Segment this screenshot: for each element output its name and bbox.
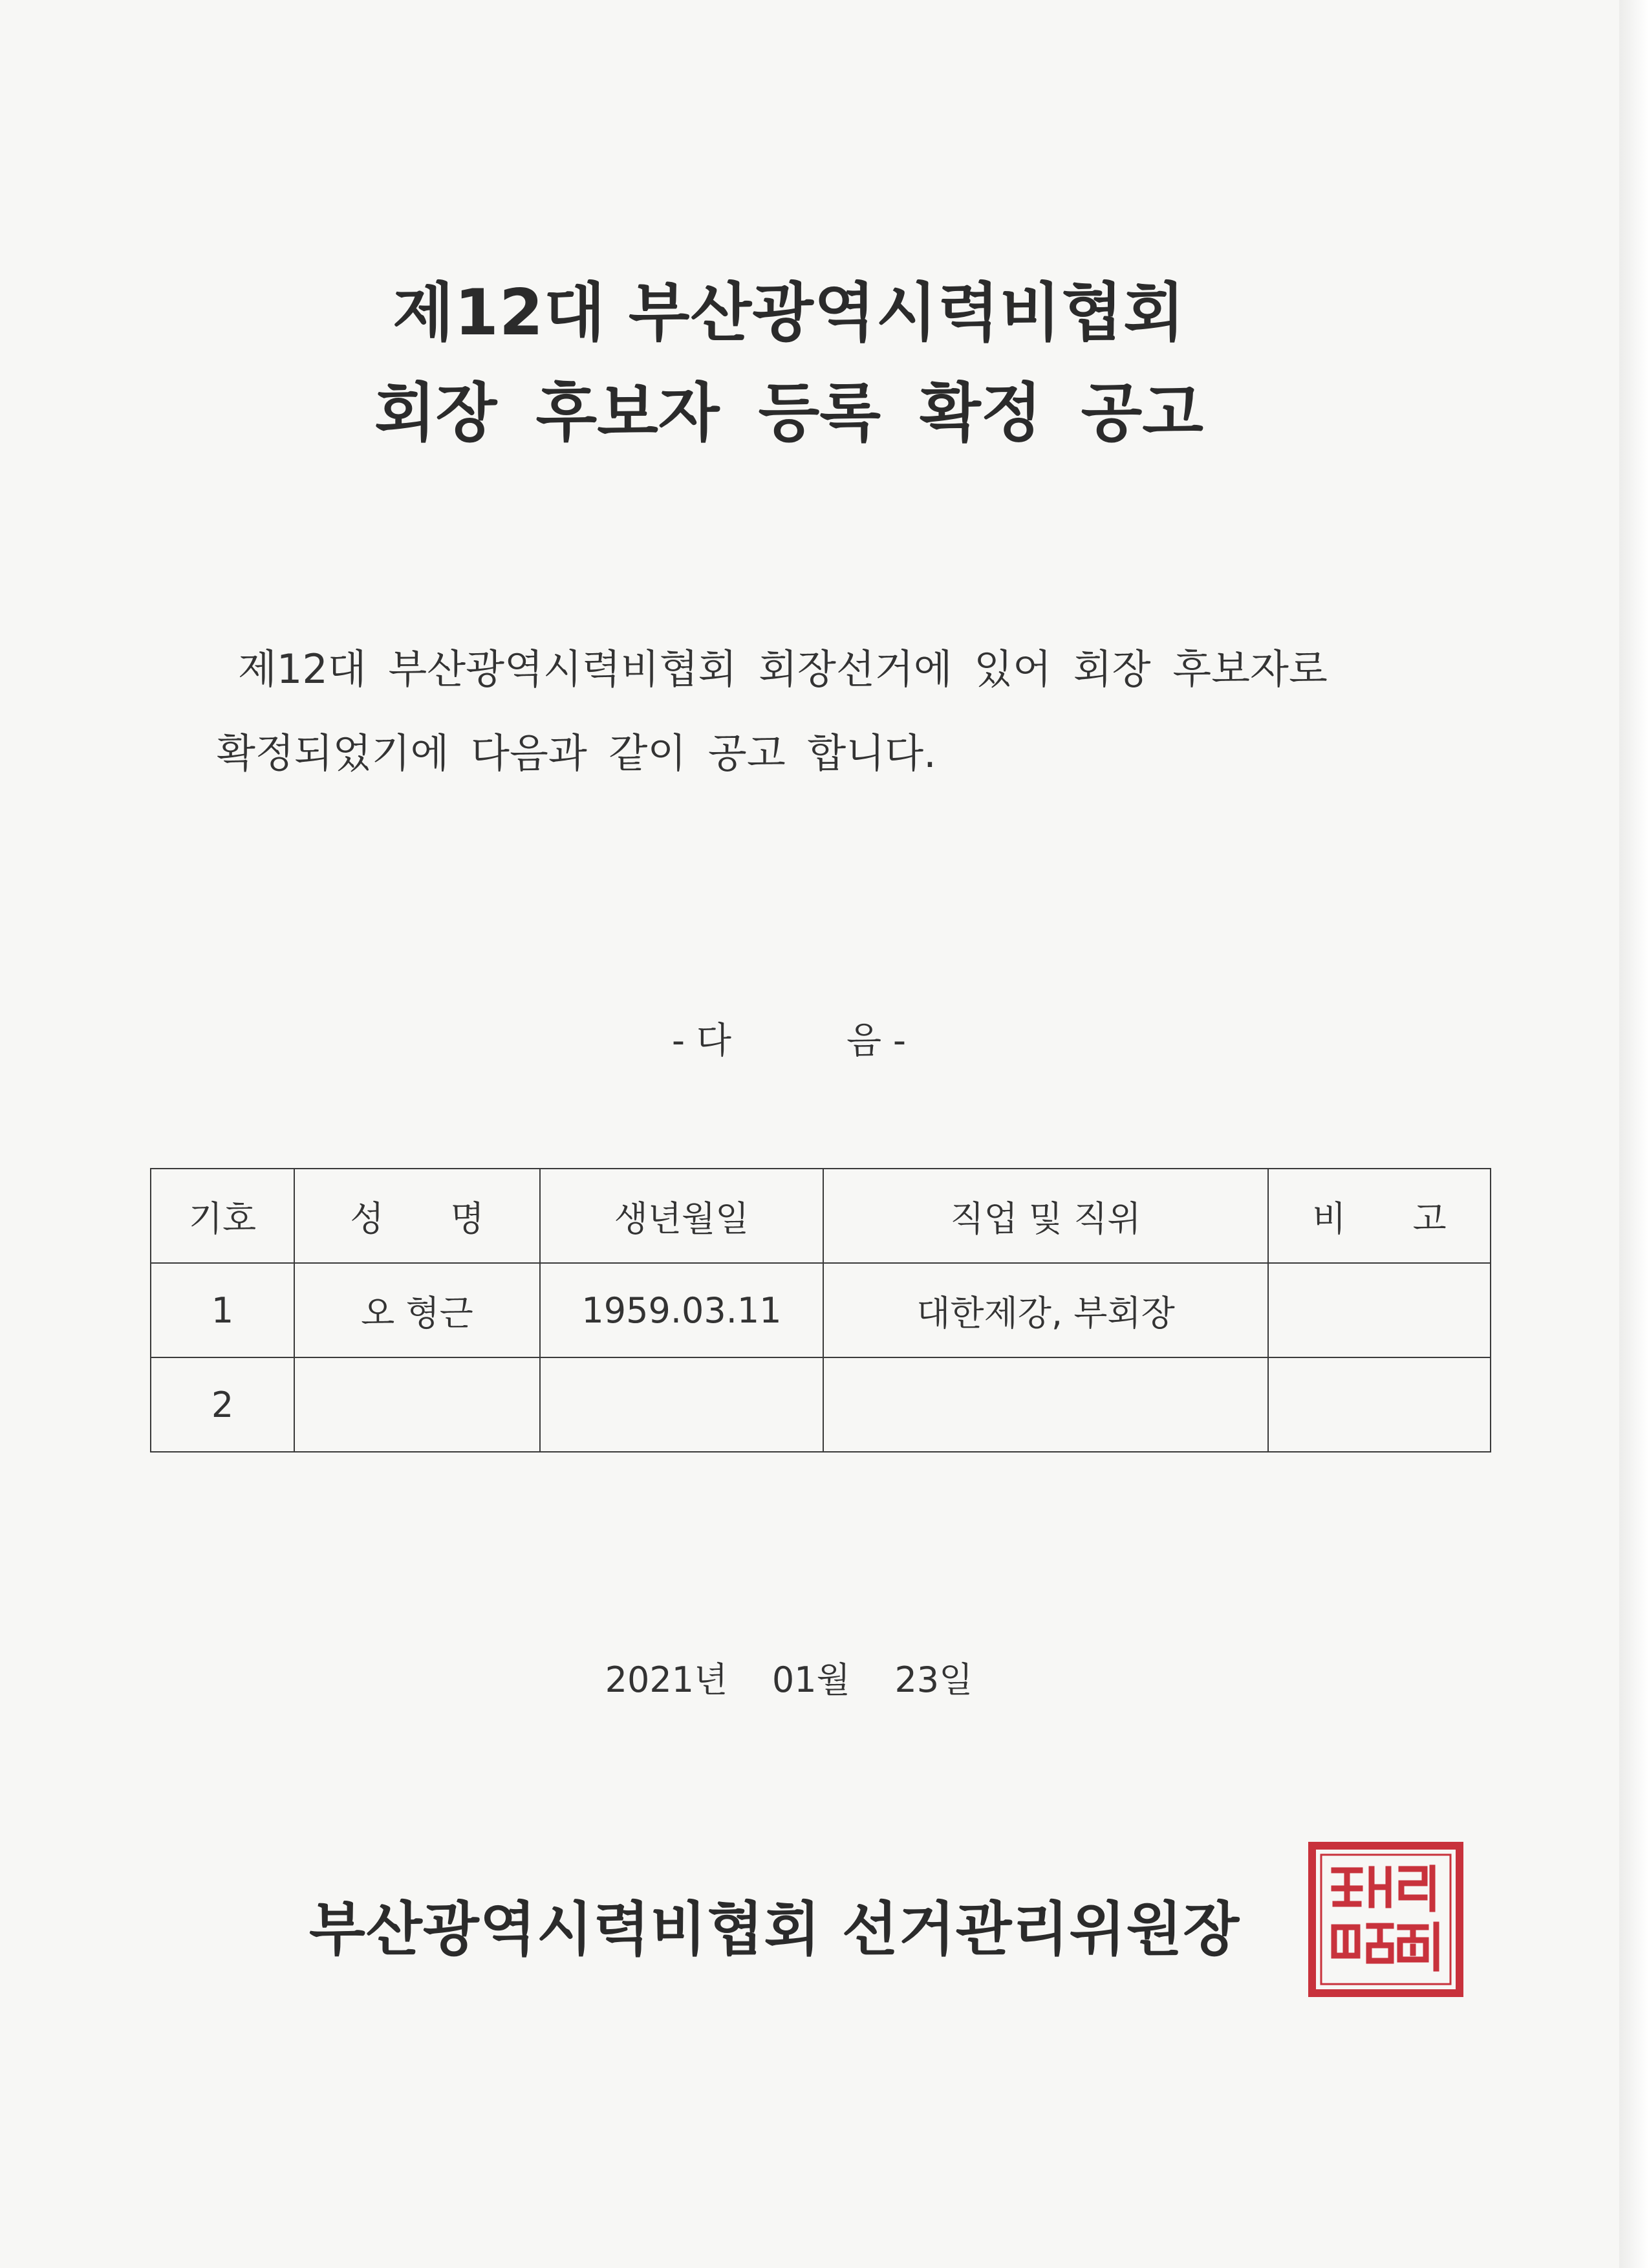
next-heading: - 다 음 - <box>671 1020 907 1062</box>
table-row <box>151 1357 1491 1452</box>
official-seal-stamp <box>1303 1837 1469 2002</box>
cell-remarks <box>1268 1357 1491 1452</box>
cell-name <box>294 1357 540 1452</box>
header-occupation: 직업 및 직위 <box>823 1169 1268 1263</box>
cell-number: 1 <box>151 1263 294 1357</box>
candidate-table <box>150 1168 1491 1453</box>
cell-remarks <box>1268 1263 1491 1357</box>
notice-body-line2: 확정되었기에 다음과 같이 공고 합니다. <box>217 729 936 777</box>
cell-occupation <box>823 1357 1268 1452</box>
header-name: 성 명 <box>294 1169 540 1263</box>
cell-number: 2 <box>151 1357 294 1452</box>
cell-name: 오 형근 <box>294 1263 540 1357</box>
cell-birthdate <box>540 1357 823 1452</box>
notice-title-line1: 제12대 부산광역시력비협회 <box>393 276 1185 350</box>
page-edge <box>1619 0 1649 2268</box>
table-row <box>151 1263 1491 1357</box>
cell-birthdate: 1959.03.11 <box>540 1263 823 1357</box>
issuer-name: 부산광역시력비협회 선거관리위원장 <box>309 1895 1240 1963</box>
header-birthdate: 생년월일 <box>540 1169 823 1263</box>
notice-date: 2021년 01월 23일 <box>605 1659 973 1700</box>
table-header-row <box>151 1169 1491 1263</box>
cell-occupation: 대한제강, 부회장 <box>823 1263 1268 1357</box>
header-number: 기호 <box>151 1169 294 1263</box>
notice-title-line2: 회장 후보자 등록 확정 공고 <box>374 376 1203 450</box>
notice-body-line1: 제12대 부산광역시력비협회 회장선거에 있어 회장 후보자로 <box>238 645 1328 693</box>
header-remarks: 비 고 <box>1268 1169 1491 1263</box>
